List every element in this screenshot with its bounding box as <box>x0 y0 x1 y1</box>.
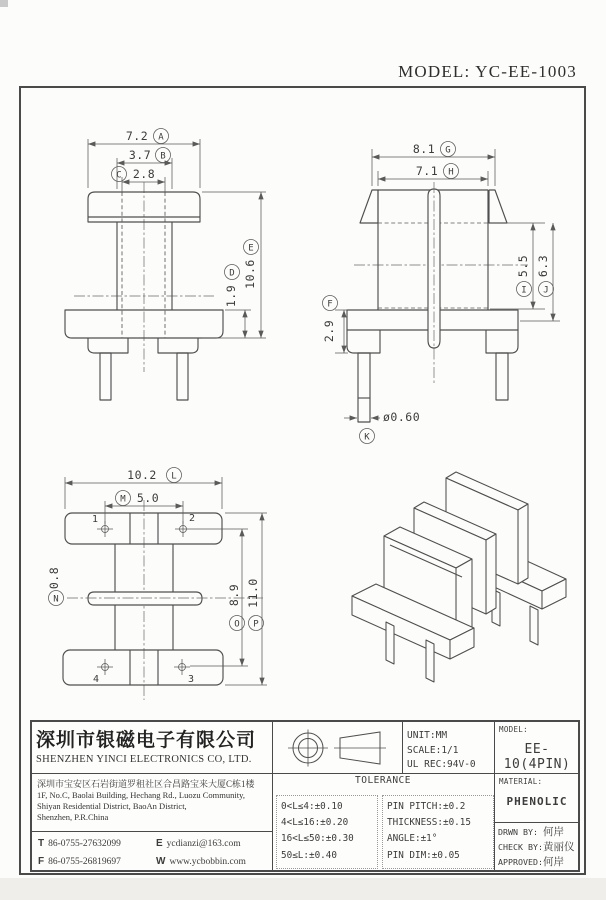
address-en-line3: Shenzhen, P.R.China <box>37 812 109 823</box>
dim-b-value: 3.7 <box>128 148 152 162</box>
dim-h-value: 7.1 <box>415 164 439 178</box>
pin-1 <box>92 514 113 537</box>
company-name-en: SHENZHEN YINCI ELECTRONICS CO, LTD. <box>36 754 252 765</box>
dim-p-value: 11.0 <box>246 578 260 608</box>
side-dim-f <box>322 296 348 354</box>
scale-spec: SCALE:1/1 <box>407 744 459 756</box>
front-view <box>65 129 266 401</box>
tolerance-general-box <box>276 795 378 869</box>
dim-i-value: 5.5 <box>516 254 530 278</box>
title-block <box>30 720 580 872</box>
dim-e-value: 10.6 <box>243 259 257 289</box>
dim-j-value: 6.3 <box>536 254 550 278</box>
website-label: W <box>156 856 166 867</box>
fax-number: 86-0755-26819697 <box>48 857 121 867</box>
tolerance-row: 0<L≤4:±0.10 <box>281 801 343 812</box>
dim-m-ref: M <box>120 494 126 505</box>
dim-k-ref: K <box>364 432 370 443</box>
tolerance-row: 16<L≤50:±0.30 <box>281 833 354 845</box>
isometric-view <box>352 472 566 682</box>
sheet-model-title <box>398 62 577 82</box>
third-angle-projection-icon <box>280 728 392 768</box>
dim-o-value: 8.9 <box>227 583 241 607</box>
model-label: MODEL: <box>398 62 471 81</box>
fax-label: F <box>38 856 45 867</box>
dim-h-ref: H <box>448 167 454 178</box>
tolerance-row: ANGLE:±1° <box>387 833 438 845</box>
phone-label: T <box>38 838 45 849</box>
model-cell-label: MODEL: <box>499 725 528 734</box>
drawing-views <box>19 86 582 720</box>
check-by-label: CHECK BY: <box>498 842 543 852</box>
phone-number: 86-0755-27632099 <box>48 839 121 849</box>
dim-m-value: 5.0 <box>136 491 160 505</box>
fax-row <box>38 856 156 867</box>
tolerance-title: TOLERANCE <box>355 775 411 786</box>
phone-row <box>38 838 156 849</box>
drawn-by-row <box>498 825 576 840</box>
dim-i-ref: I <box>521 285 527 296</box>
dim-c-value: 2.8 <box>132 167 156 181</box>
dim-f-value: 2.9 <box>322 319 336 343</box>
dim-d-value: 1.9 <box>224 284 238 308</box>
approved-by-row <box>498 855 576 870</box>
address-en-line1: 1F, No.C, Baolai Building, Hechang Rd., Luozu Community, <box>37 790 245 800</box>
material-label: MATERIAL: <box>499 777 543 786</box>
tolerance-row: THICKNESS:±0.15 <box>387 817 471 829</box>
tolerance-row: 4<L≤16:±0.20 <box>281 817 349 829</box>
dim-o-ref: O <box>234 619 240 630</box>
approved-by-label: APPROVED: <box>498 857 543 867</box>
tolerance-row: 50≤L:±0.40 <box>281 849 337 861</box>
material-cell <box>499 777 575 808</box>
pin-4-number: 4 <box>92 674 99 685</box>
top-view <box>47 468 267 701</box>
website-url: www.ycbobbin.com <box>169 857 246 867</box>
dim-e-ref: E <box>248 243 254 254</box>
drawn-by-name: 何岸 <box>542 827 564 838</box>
address-en-line2: Shiyan Residential District, BaoAn District, <box>37 801 187 812</box>
top-dim-n <box>47 567 64 606</box>
email-address: ycdianzi@163.com <box>166 839 241 849</box>
tb-divider <box>494 822 578 823</box>
email-row <box>156 838 268 849</box>
model-cell-value: EE-10(4PIN) <box>503 742 571 772</box>
dim-n-value: 0.8 <box>47 566 61 590</box>
tolerance-block <box>272 775 494 861</box>
model-value: YC-EE-1003 <box>475 62 577 81</box>
dim-c-ref: C <box>116 170 122 181</box>
check-by-name: 黄丽仪 <box>542 842 575 853</box>
address-block <box>37 777 269 823</box>
drawn-by-label: DRWN BY: <box>498 827 538 837</box>
spec-block <box>407 729 493 773</box>
signoff-block <box>498 825 576 870</box>
model-cell <box>499 725 575 772</box>
tb-divider <box>494 722 495 870</box>
material-value: PHENOLIC <box>506 795 568 808</box>
dim-j-ref: J <box>543 285 549 296</box>
dim-l-ref: L <box>171 471 177 482</box>
tolerance-row: PIN PITCH:±0.2 <box>387 801 466 812</box>
dim-k-value: ø0.60 <box>383 410 421 424</box>
dim-d-ref: D <box>229 268 235 279</box>
tolerance-row: PIN DIM:±0.05 <box>387 849 460 861</box>
dim-a-ref: A <box>158 132 164 143</box>
unit-spec: UNIT:MM <box>407 730 448 741</box>
ul-rec-spec: UL REC:94V-0 <box>407 759 476 771</box>
tb-divider <box>32 831 272 832</box>
contact-block <box>38 838 270 867</box>
dim-a-value: 7.2 <box>125 129 149 143</box>
email-label: E <box>156 838 163 849</box>
dim-g-ref: G <box>445 145 451 156</box>
side-dim-h <box>378 164 488 187</box>
tb-divider <box>402 722 403 773</box>
pin-3-number: 3 <box>188 674 195 685</box>
dim-f-ref: F <box>327 299 333 310</box>
tb-divider <box>272 722 273 870</box>
address-cn: 深圳市宝安区石岩街道罗租社区合昌路宝来大厦C栋1楼 <box>37 779 255 789</box>
dim-l-value: 10.2 <box>127 468 157 482</box>
approved-by-name: 何岸 <box>542 857 564 868</box>
side-dim-k <box>344 410 420 444</box>
dim-p-ref: P <box>253 619 259 630</box>
pin-3 <box>174 659 194 685</box>
scan-corner-artifact <box>0 0 8 7</box>
dim-b-ref: B <box>160 151 166 162</box>
company-name-cn: 深圳市银磁电子有限公司 <box>36 730 257 751</box>
dim-n-ref: N <box>53 594 59 605</box>
front-dim-c <box>112 167 166 193</box>
side-view <box>322 142 560 444</box>
check-by-row <box>498 840 576 855</box>
pin-2 <box>175 513 195 537</box>
website-row <box>156 856 268 867</box>
pin-2-number: 2 <box>189 513 196 524</box>
page-bottom-margin <box>0 878 606 900</box>
pin-1-number: 1 <box>91 514 98 525</box>
dim-g-value: 8.1 <box>412 142 436 156</box>
tolerance-specific-box <box>382 795 494 869</box>
company-block <box>36 725 270 765</box>
pin-4 <box>93 659 113 685</box>
